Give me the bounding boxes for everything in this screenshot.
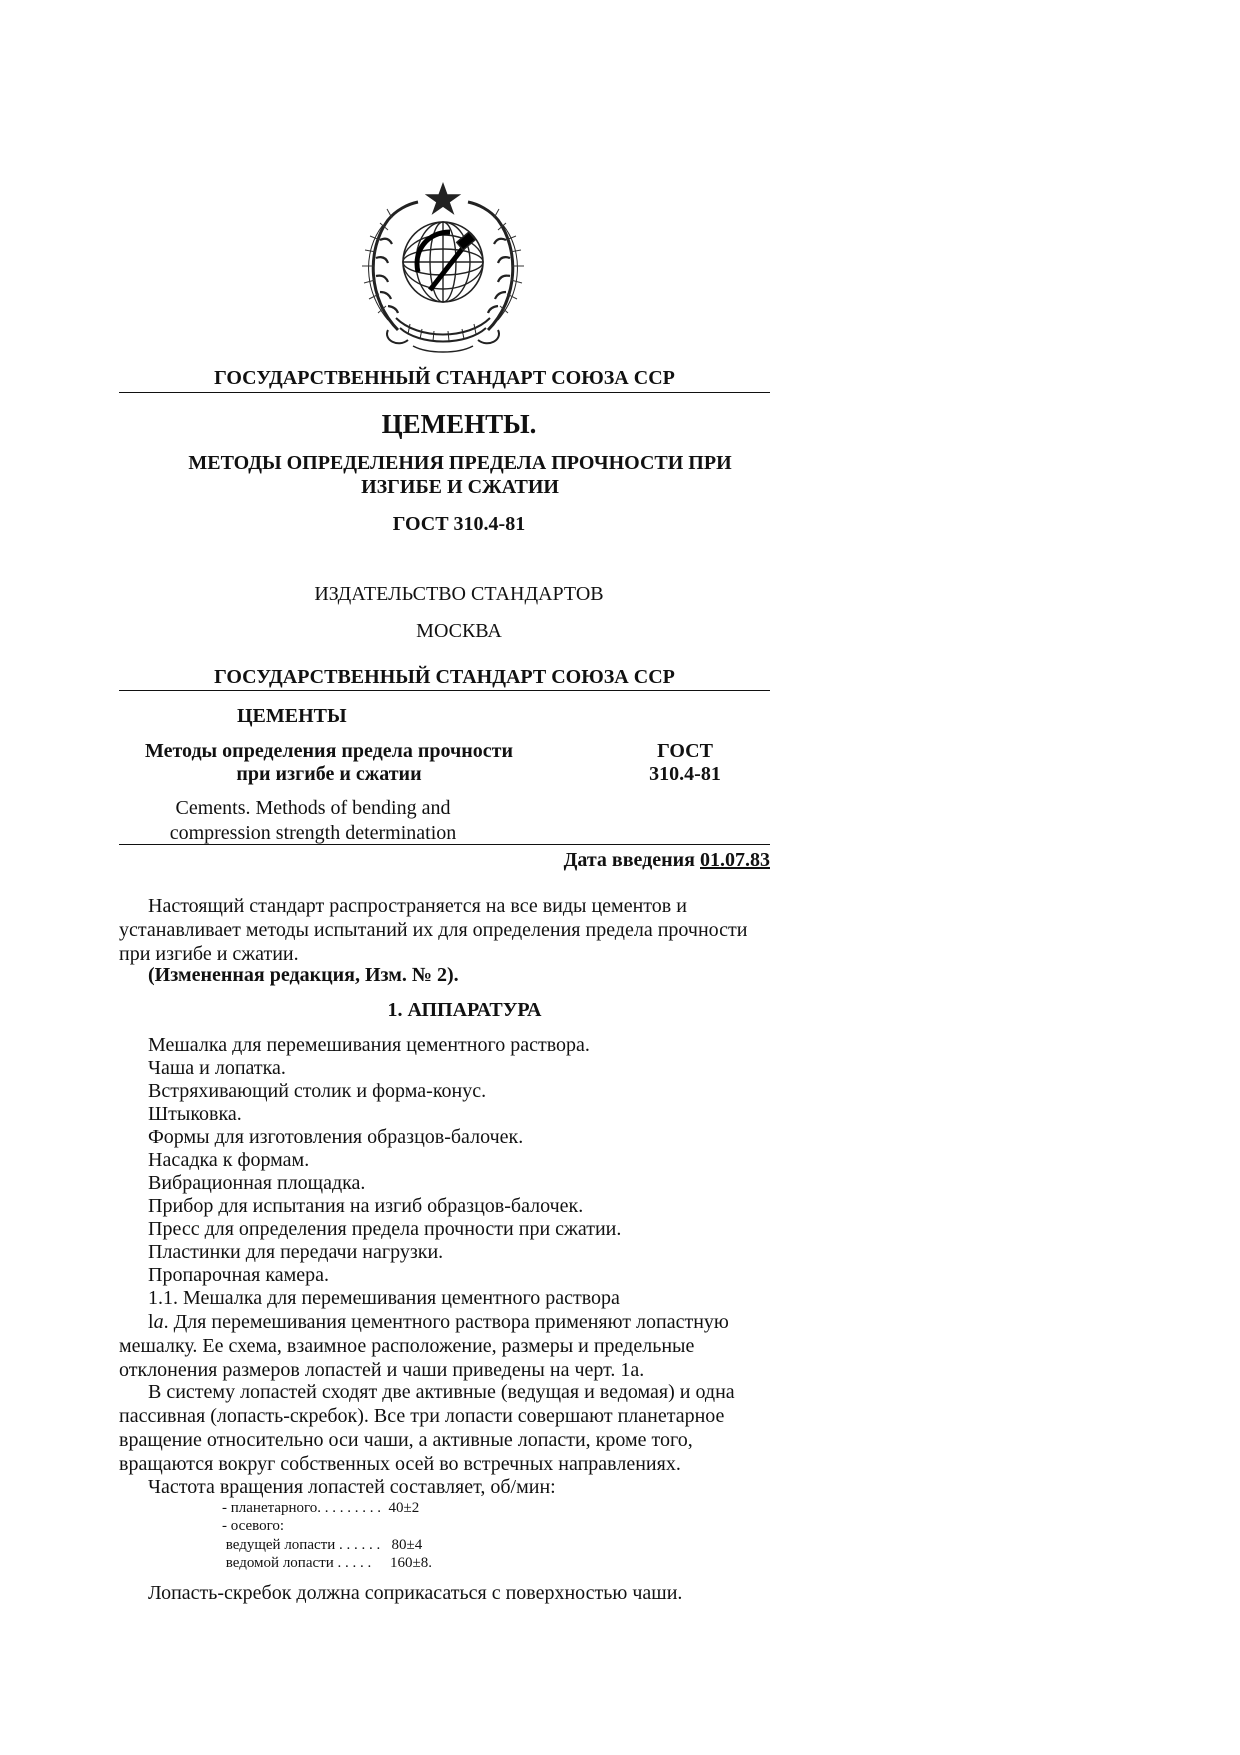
standard-header-rule (119, 690, 770, 691)
amendment-note: (Измененная редакция, Изм. № 2). (148, 964, 459, 986)
en-title-line2: compression strength determination (169, 822, 457, 844)
standard-title: ЦЕМЕНТЫ (237, 705, 347, 727)
en-title-line1: Cements. Methods of bending and (175, 797, 451, 819)
cover-publisher: ИЗДАТЕЛЬСТВО СТАНДАРТОВ (314, 583, 604, 605)
title-block-rule (119, 844, 770, 845)
rotation-intro: Частота вращения лопастей составляет, об/мин: (148, 1476, 556, 1498)
list-item: Пресс для определения предела прочности при сжатии. (148, 1218, 622, 1240)
ru-title-line2: при изгибе и сжатии (236, 763, 422, 785)
cover-gost-code: ГОСТ 310.4-81 (392, 513, 526, 535)
scraper-note: Лопасть-скребок должна соприкасаться с поверхностью чаши. (148, 1582, 683, 1604)
intro-paragraph (119, 894, 770, 966)
rotation-leading: ведущей лопасти . . . . . . 80±4 (222, 1537, 423, 1553)
list-item: Вибрационная площадка. (148, 1172, 366, 1194)
blades-paragraph-text: В систему лопастей сходят две активные (ведущая и ведомая) и одна пассивная (лопасть-скребок). Все три лопасти совершают планетарное вращение относительно оси чаши, а активные лопасти, кроме того, вращаются вокруг собственных осей во встречных направлениях. (119, 1381, 735, 1475)
state-emblem-image (358, 180, 528, 356)
cover-subtitle-line2: ИЗГИБЕ И СЖАТИИ (361, 476, 559, 498)
cover-title: ЦЕМЕНТЫ. (381, 409, 537, 439)
list-item: Насадка к формам. (148, 1149, 310, 1171)
standard-header: ГОСУДАРСТВЕННЫЙ СТАНДАРТ СОЮЗА ССР (214, 666, 675, 688)
cover-header: ГОСУДАРСТВЕННЫЙ СТАНДАРТ СОЮЗА ССР (214, 367, 675, 389)
intro-date-label: Дата введения (563, 849, 695, 871)
list-item: Мешалка для перемешивания цементного раствора. (148, 1034, 590, 1056)
rotation-planetary: - планетарного. . . . . . . . . 40±2 (222, 1500, 420, 1516)
list-item: Штыковка. (148, 1103, 242, 1125)
list-item: Пластинки для передачи нагрузки. (148, 1241, 444, 1263)
para-1a-prefix: l (148, 1311, 154, 1333)
mixer-paragraph (119, 1310, 770, 1382)
intro-paragraph-text: Настоящий стандарт распространяется на все виды цементов и устанавливает методы испытаний их для определения предела прочности при изгибе и сжатии. (119, 895, 748, 965)
intro-date-value: 01.07.83 (700, 849, 770, 871)
para-1a-italic: a (153, 1311, 164, 1333)
list-item: Пропарочная камера. (148, 1264, 330, 1286)
blades-paragraph (119, 1380, 770, 1476)
equipment-list (148, 1034, 788, 1310)
section-1-title: 1. АППАРАТУРА (387, 999, 542, 1021)
gost-label: ГОСТ (657, 740, 713, 762)
cover-subtitle-line1: МЕТОДЫ ОПРЕДЕЛЕНИЯ ПРЕДЕЛА ПРОЧНОСТИ ПРИ (188, 452, 732, 474)
list-item: Встряхивающий столик и форма-конус. (148, 1080, 487, 1102)
list-item: Формы для изготовления образцов-балочек. (148, 1126, 524, 1148)
para-1a-text: . Для перемешивания цементного раствора применяют лопастную мешалку. Ее схема, взаимное расположение, размеры и предельные отклонения размеров лопастей и чаши приведены на черт. 1а. (119, 1311, 729, 1381)
rotation-driven: ведомой лопасти . . . . . 160±8. (222, 1555, 432, 1571)
list-item: Прибор для испытания на изгиб образцов-балочек. (148, 1195, 584, 1217)
rotation-axial: - осевого: (222, 1518, 285, 1534)
list-item: Чаша и лопатка. (148, 1057, 286, 1079)
list-item: 1.1. Мешалка для перемешивания цементного раствора (148, 1287, 620, 1309)
cover-header-rule (119, 392, 770, 393)
introduction-date (400, 848, 770, 873)
ru-title-line1: Методы определения предела прочности (144, 740, 514, 762)
cover-city: МОСКВА (416, 620, 502, 642)
gost-number: 310.4-81 (649, 763, 721, 785)
